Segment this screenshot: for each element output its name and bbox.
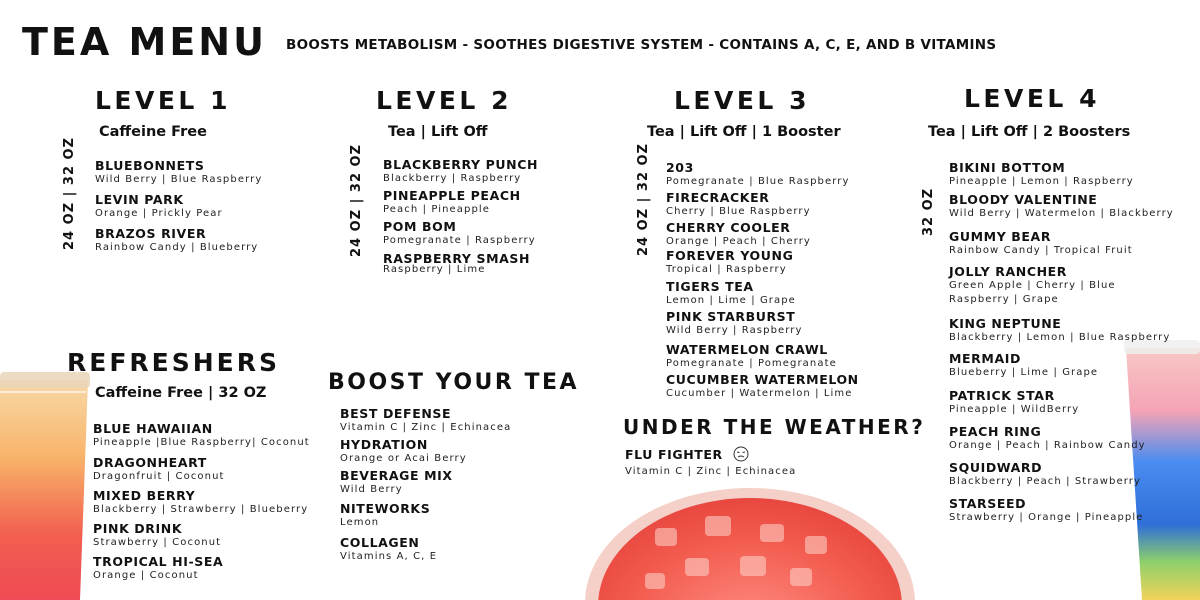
menu-item [95,158,262,192]
item-flavors: Orange or Acai Berry [340,453,467,464]
menu-item [340,406,511,437]
item-name: STARSEED [949,496,1027,511]
item-flavors: Orange | Coconut [93,570,199,581]
menu-item [625,446,796,479]
menu-item [383,219,538,251]
refreshers-title: REFRESHERS [67,348,280,377]
item-flavors: Vitamin C | Zinc | Echinacea [625,466,797,477]
item-name: TROPICAL HI-SEA [93,554,224,569]
menu-item [666,309,859,342]
item-flavors: Pomegranate | Blue Raspberry [666,176,850,187]
level-2-title: LEVEL 2 [376,86,512,115]
menu-item [666,160,859,190]
refreshers-items [93,421,310,583]
item-flavors: Orange | Peach | Cherry [666,236,811,247]
item-name: CUCUMBER WATERMELON [666,372,859,387]
item-name: CHERRY COOLER [666,220,791,235]
item-flavors: Tropical | Raspberry [666,264,787,275]
item-flavors: Orange | Peach | Rainbow Candy [949,440,1146,451]
item-flavors: Wild Berry | Raspberry [666,325,803,336]
menu-item [949,316,1174,351]
menu-item [666,190,859,220]
item-name: FIRECRACKER [666,190,770,205]
item-name: BEVERAGE MIX [340,468,453,483]
item-name: 203 [666,160,694,175]
menu-item [666,248,859,279]
menu-item [949,351,1174,388]
item-name: BLACKBERRY PUNCH [383,157,539,172]
item-flavors: Pineapple | WildBerry [949,404,1080,415]
menu-item [949,160,1174,192]
item-flavors: Strawberry | Orange | Pineapple [949,512,1144,523]
item-flavors: Lemon [340,517,380,528]
item-name: NITEWORKS [340,501,431,516]
item-name: FOREVER YOUNG [666,248,794,263]
menu-item [383,251,538,277]
refreshers-subtitle: Caffeine Free | 32 OZ [95,385,267,401]
item-name: BRAZOS RIVER [95,226,207,241]
item-flavors: Wild Berry | Blue Raspberry [95,174,263,185]
menu-item [93,521,310,554]
item-name: PINEAPPLE PEACH [383,188,521,203]
menu-item [93,488,310,521]
menu-item [383,188,538,219]
level-3-items [666,160,859,401]
menu-item [95,192,262,226]
level-2-size: 24 OZ | 32 OZ [349,144,364,257]
level-1-subtitle: Caffeine Free [99,124,207,140]
item-flavors: Cucumber | Watermelon | Lime [666,388,853,399]
menu-item [666,279,859,309]
level-1-title: LEVEL 1 [95,86,231,115]
item-flavors: Orange | Prickly Pear [95,208,223,219]
menu-tagline: BOOSTS METABOLISM - SOOTHES DIGESTIVE SYSTEM - CONTAINS A, C, E, AND B VITAMINS [286,37,997,53]
menu-item [949,424,1174,460]
item-name: PINK DRINK [93,521,183,536]
weather-title: UNDER THE WEATHER? [623,415,926,439]
item-name: MIXED BERRY [93,488,196,503]
item-flavors: Rainbow Candy | Tropical Fruit [949,245,1133,256]
item-flavors: Blackberry | Strawberry | Blueberry [93,504,309,515]
item-name: PINK STARBURST [666,309,796,324]
item-flavors: Blueberry | Lime | Grape [949,367,1099,378]
level-3-title: LEVEL 3 [674,86,810,115]
item-name: POM BOM [383,219,457,234]
item-flavors: Green Apple | Cherry | Blue Raspberry | Grape [949,280,1116,305]
item-name: HYDRATION [340,437,428,452]
item-name: DRAGONHEART [93,455,207,470]
menu-item [340,468,511,501]
menu-item [949,460,1174,496]
item-flavors: Rainbow Candy | Blueberry [95,242,259,253]
item-name: WATERMELON CRAWL [666,342,828,357]
item-name: PATRICK STAR [949,388,1055,403]
item-name: PEACH RING [949,424,1042,439]
item-name: JOLLY RANCHER [949,264,1068,279]
menu-item [93,421,310,455]
level-4-subtitle: Tea | Lift Off | 2 Boosters [928,124,1131,140]
level-1-size: 24 OZ | 32 OZ [62,137,77,250]
item-flavors: Vitamins A, C, E [340,551,438,562]
item-name: LEVIN PARK [95,192,184,207]
menu-item [949,264,1174,316]
weather-items [625,446,796,479]
menu-item [666,342,859,372]
menu-item [949,496,1174,525]
item-flavors: Pineapple |Blue Raspberry| Coconut [93,437,310,448]
level-2-items [383,157,538,277]
level-3-size: 24 OZ | 32 OZ [636,143,651,256]
item-name: MERMAID [949,351,1021,366]
item-flavors: Blackberry | Lemon | Blue Raspberry [949,332,1171,343]
item-flavors: Lemon | Lime | Grape [666,295,796,306]
sick-face-icon [732,446,750,465]
item-flavors: Raspberry | Lime [383,264,486,275]
item-name [625,446,796,465]
menu-item [340,437,511,468]
item-name: COLLAGEN [340,535,420,550]
item-flavors: Strawberry | Coconut [93,537,222,548]
level-4-items [949,160,1174,525]
menu-item [93,554,310,583]
item-name: BLUEBONNETS [95,158,205,173]
menu-item [383,157,538,188]
item-name: BLUE HAWAIIAN [93,421,213,436]
item-name: SQUIDWARD [949,460,1043,475]
item-flavors: Vitamin C | Zinc | Echinacea [340,422,512,433]
item-flavors: Cherry | Blue Raspberry [666,206,811,217]
menu-item [666,220,859,248]
level-4-title: LEVEL 4 [964,84,1100,113]
red-tea-bowl-image [585,488,915,600]
level-4-size: 32 OZ [921,187,936,236]
level-2-subtitle: Tea | Lift Off [388,124,488,140]
menu-item [93,455,310,488]
menu-item [340,535,511,564]
item-flavors: Wild Berry | Watermelon | Blackberry [949,208,1174,219]
refresher-cup-image [0,368,92,600]
item-name: TIGERS TEA [666,279,754,294]
boost-items [340,406,511,564]
menu-item [949,229,1174,264]
item-name: BIKINI BOTTOM [949,160,1066,175]
item-flavors: Pomegranate | Raspberry [383,235,536,246]
menu-title: TEA MENU [22,20,267,64]
boost-title: BOOST YOUR TEA [328,370,580,395]
menu-item [340,501,511,535]
menu-item [949,192,1174,229]
item-name: BLOODY VALENTINE [949,192,1098,207]
item-flavors: Blackberry | Peach | Strawberry [949,476,1142,487]
item-flavors: Blackberry | Raspberry [383,173,522,184]
menu-item [666,372,859,401]
item-name: KING NEPTUNE [949,316,1062,331]
item-flavors: Peach | Pineapple [383,204,491,215]
item-name: GUMMY BEAR [949,229,1052,244]
item-name: RASPBERRY SMASH [383,251,531,266]
item-flavors: Pomegranate | Pomegranate [666,358,837,369]
level-3-subtitle: Tea | Lift Off | 1 Booster [647,124,841,140]
menu-item [95,226,262,255]
item-flavors: Dragonfruit | Coconut [93,471,225,482]
item-flavors: Pineapple | Lemon | Raspberry [949,176,1134,187]
level-1-items [95,158,262,255]
menu-item [949,388,1174,424]
item-flavors: Wild Berry [340,484,403,495]
item-name-text: FLU FIGHTER [625,447,723,462]
item-name: BEST DEFENSE [340,406,452,421]
